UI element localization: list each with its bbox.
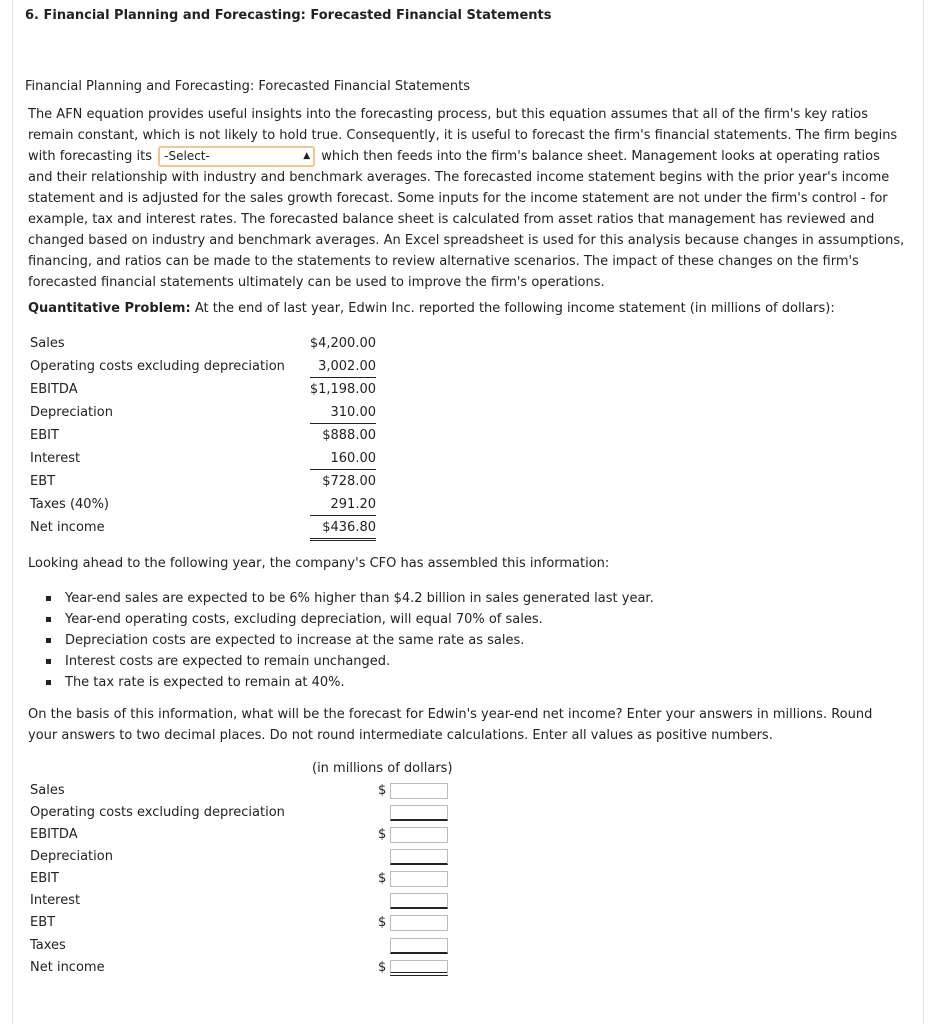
forecast-label: Sales	[30, 783, 65, 798]
intro-text-part2: which then feeds into the firm's balance sheet. Management looks at operating ratios and their relationship with industry and benchmark averages. The forecasted income statement begins with the prior year's income statement and is adjusted for the sales growth forecast. Some inputs for the income statement are not under the firm's control - for example, tax and interest rates. The forecasted balance sheet is calculated from asset ratios that management has reviewed and changed based on industry and benchmark averages. An Excel spreadsheet is used for this analysis because changes in assumptions, financing, and ratios can be made to the statements to review alternative scenarios. The impact of these changes on the firm's forecasted financial statements ultimately can be used to improve the firm's operations.	[28, 149, 905, 290]
is-value: $1,198.00	[309, 382, 376, 397]
forecast-interest-input[interactable]	[390, 893, 448, 909]
forecast-operating-costs-input[interactable]	[390, 805, 448, 821]
forecast-label: Interest	[30, 893, 81, 908]
statement-select[interactable]	[158, 146, 315, 167]
assumptions-list	[44, 588, 654, 693]
forecast-taxes-input[interactable]	[390, 938, 448, 954]
is-label: Interest	[30, 451, 81, 466]
is-label: Sales	[30, 336, 65, 351]
is-value: $888.00	[322, 428, 376, 443]
forecast-ebt-input[interactable]	[390, 915, 448, 931]
forecast-net-income-input[interactable]	[390, 960, 448, 976]
dollar-sign: $	[378, 783, 387, 798]
dollar-sign: $	[378, 871, 387, 886]
list-item: The tax rate is expected to remain at 40%.	[44, 672, 654, 693]
list-item: Interest costs are expected to remain unchanged.	[44, 651, 654, 672]
forecast-sales-input[interactable]	[390, 783, 448, 799]
select-arrows-icon: ▲	[303, 151, 311, 161]
is-label: Net income	[30, 520, 105, 535]
dollar-sign: $	[378, 827, 387, 842]
forecast-label: EBT	[30, 915, 56, 930]
forecast-ebit-input[interactable]	[390, 871, 448, 887]
is-label: Depreciation	[30, 405, 113, 420]
forecast-label: Net income	[30, 960, 105, 975]
dollar-sign: $	[378, 960, 387, 975]
is-value: $436.80	[310, 519, 376, 541]
forecast-ebitda-input[interactable]	[390, 827, 448, 843]
intro-paragraph	[28, 104, 906, 293]
page-title: 6. Financial Planning and Forecasting: Forecasted Financial Statements	[25, 8, 552, 23]
quantitative-problem-text: At the end of last year, Edwin Inc. reported the following income statement (in millions of dollars):	[194, 301, 835, 316]
is-value: 160.00	[310, 450, 376, 470]
dollar-sign: $	[378, 915, 387, 930]
units-header: (in millions of dollars)	[312, 761, 453, 776]
list-item: Year-end operating costs, excluding depreciation, will equal 70% of sales.	[44, 609, 654, 630]
forecast-label: Operating costs excluding depreciation	[30, 805, 285, 820]
quantitative-problem	[28, 301, 835, 316]
is-value: $728.00	[322, 474, 376, 489]
is-value: 291.20	[310, 496, 376, 516]
list-item: Year-end sales are expected to be 6% higher than $4.2 billion in sales generated last year.	[44, 588, 654, 609]
section-subtitle: Financial Planning and Forecasting: Forecasted Financial Statements	[25, 79, 471, 94]
looking-ahead-text: Looking ahead to the following year, the company's CFO has assembled this information:	[28, 556, 610, 571]
list-item: Depreciation costs are expected to increase at the same rate as sales.	[44, 630, 654, 651]
forecast-depreciation-input[interactable]	[390, 849, 448, 865]
forecast-label: Taxes	[30, 938, 66, 953]
forecast-label: Depreciation	[30, 849, 113, 864]
is-label: EBIT	[30, 428, 59, 443]
is-value: 310.00	[310, 404, 376, 424]
quantitative-problem-label: Quantitative Problem:	[28, 301, 191, 316]
question-text: On the basis of this information, what will be the forecast for Edwin's year-end net income? Enter your answers in millions. Round your answers to two decimal places. Do not round intermediate calculations. Enter all values as positive numbers.	[28, 707, 873, 743]
is-label: Operating costs excluding depreciation	[30, 359, 285, 374]
is-label: EBT	[30, 474, 56, 489]
select-value: -Select-	[164, 149, 210, 163]
is-label: EBITDA	[30, 382, 78, 397]
is-value: $4,200.00	[309, 336, 376, 351]
is-value: 3,002.00	[310, 358, 376, 378]
forecast-label: EBIT	[30, 871, 59, 886]
is-label: Taxes (40%)	[30, 497, 109, 512]
intro-text-part1: The AFN equation provides useful insights into the forecasting process, but this equation assumes that all of the firm's key ratios remain constant, which is not likely to hold true. Consequently, it is useful to forecast the firm's financial statements. The firm begins with forecasting its	[28, 107, 898, 164]
forecast-label: EBITDA	[30, 827, 78, 842]
